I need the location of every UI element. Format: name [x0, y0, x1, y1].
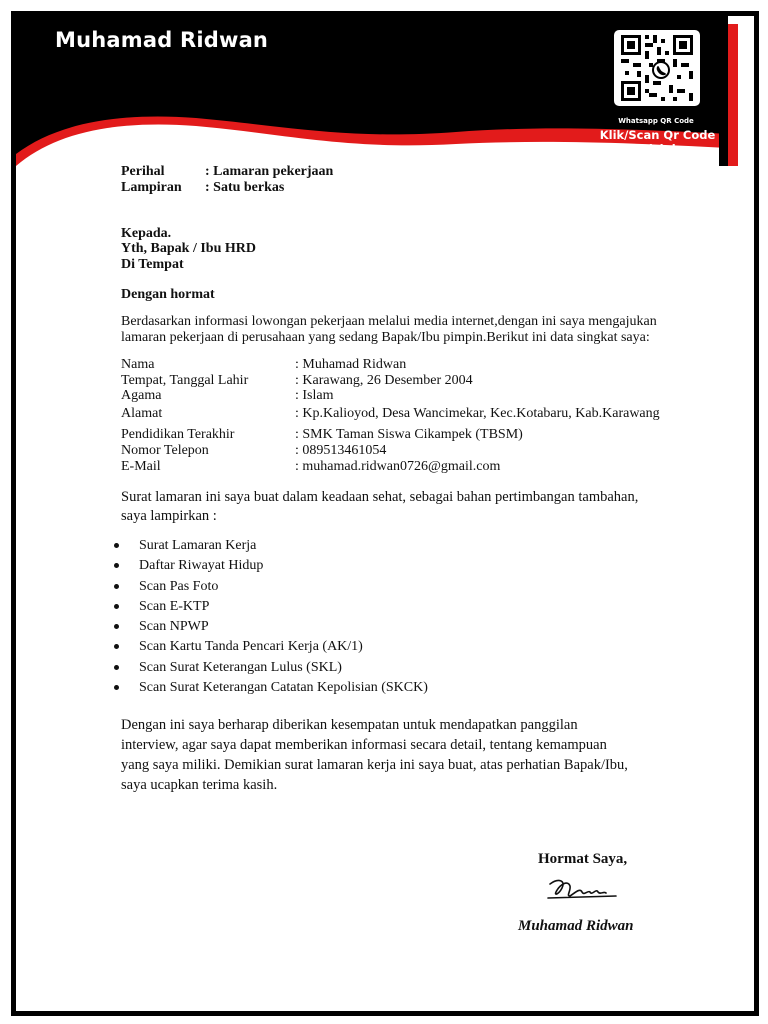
bullet-icon — [114, 543, 119, 548]
attach-intro-line-2: saya lampirkan : — [121, 508, 217, 524]
personal-value: : Kp.Kalioyod, Desa Wancimekar, Kec.Kotabaru, Kab.Karawang — [295, 406, 660, 421]
personal-label: Tempat, Tanggal Lahir — [121, 373, 249, 388]
qr-caption-small: Whatsapp QR Code — [618, 117, 694, 125]
greeting: Dengan hormat — [121, 287, 215, 302]
personal-value: : Karawang, 26 Desember 2004 — [295, 373, 473, 388]
personal-value: : SMK Taman Siswa Cikampek (TBSM) — [295, 427, 523, 442]
qr-caption[interactable]: Klik/Scan Qr Code Disini — [599, 128, 716, 156]
attachment-label: Scan Surat Keterangan Catatan Kepolisian (SKCK) — [139, 680, 428, 696]
personal-label: E-Mail — [121, 459, 161, 474]
personal-label: Pendidikan Terakhir — [121, 427, 235, 442]
intro-line-2: lamaran pekerjaan di perusahaan yang sedang Bapak/Ibu pimpin.Berikut ini data singkat saya: — [121, 330, 650, 345]
attachment-label: Scan Surat Keterangan Lulus (SKL) — [139, 659, 342, 675]
bullet-icon — [114, 563, 119, 568]
closing-line-1: Dengan ini saya berharap diberikan kesempatan untuk mendapatkan panggilan — [121, 717, 578, 733]
list-item — [114, 557, 428, 577]
signature-salutation: Hormat Saya, — [538, 851, 628, 867]
bullet-icon — [114, 584, 119, 589]
bullet-icon — [114, 665, 119, 670]
attachment-label: Scan E-KTP — [139, 598, 210, 614]
list-item — [114, 659, 428, 679]
personal-label: Agama — [121, 388, 162, 403]
personal-value: : Islam — [295, 388, 334, 403]
list-item — [114, 638, 428, 658]
bullet-icon — [114, 604, 119, 609]
attachment-label: Daftar Riwayat Hidup — [139, 558, 264, 574]
personal-label: Alamat — [121, 406, 163, 421]
bullet-icon — [114, 624, 119, 629]
list-item — [114, 537, 428, 557]
signature-name: Muhamad Ridwan — [518, 918, 634, 934]
perihal-label: Perihal — [121, 164, 165, 179]
personal-value: : 089513461054 — [295, 443, 387, 458]
closing-line-4: saya ucapkan terima kasih. — [121, 777, 278, 793]
closing-line-2: interview, agar saya dapat memberikan informasi secara detail, tentang kemampuan — [121, 737, 607, 753]
qr-code-icon — [614, 30, 700, 106]
perihal-value: : Lamaran pekerjaan — [205, 164, 334, 179]
whatsapp-qr-code[interactable] — [614, 30, 700, 106]
lampiran-value: : Satu berkas — [205, 180, 285, 195]
personal-value: : Muhamad Ridwan — [295, 357, 407, 372]
attachment-label: Scan Kartu Tanda Pencari Kerja (AK/1) — [139, 639, 363, 655]
handwritten-signature-icon — [546, 874, 622, 904]
closing-line-3: yang saya miliki. Demikian surat lamaran kerja ini saya buat, atas perhatian Bapak/Ibu, — [121, 757, 628, 773]
list-item — [114, 578, 428, 598]
intro-line-1: Berdasarkan informasi lowongan pekerjaan melalui media internet,dengan ini saya mengajukan — [121, 314, 657, 329]
bullet-icon — [114, 644, 119, 649]
list-item — [114, 598, 428, 618]
attachment-label: Scan NPWP — [139, 619, 209, 635]
attachment-label: Scan Pas Foto — [139, 578, 219, 594]
list-item — [114, 679, 428, 699]
recipient-line-3: Di Tempat — [121, 257, 184, 272]
header-name: Muhamad Ridwan — [55, 28, 269, 52]
attachment-label: Surat Lamaran Kerja — [139, 538, 257, 553]
recipient-line-1: Kepada. — [121, 226, 172, 241]
email-value[interactable]: : muhamad.ridwan0726@gmail.com — [295, 459, 501, 474]
recipient-line-2: Yth, Bapak / Ibu HRD — [121, 241, 256, 256]
attach-intro-line-1: Surat lamaran ini saya buat dalam keadaan sehat, sebagai bahan pertimbangan tambahan, — [121, 489, 639, 505]
attachment-list — [114, 537, 428, 699]
personal-label: Nama — [121, 357, 155, 372]
list-item — [114, 618, 428, 638]
bullet-icon — [114, 685, 119, 690]
lampiran-label: Lampiran — [121, 180, 182, 195]
personal-label: Nomor Telepon — [121, 443, 209, 458]
